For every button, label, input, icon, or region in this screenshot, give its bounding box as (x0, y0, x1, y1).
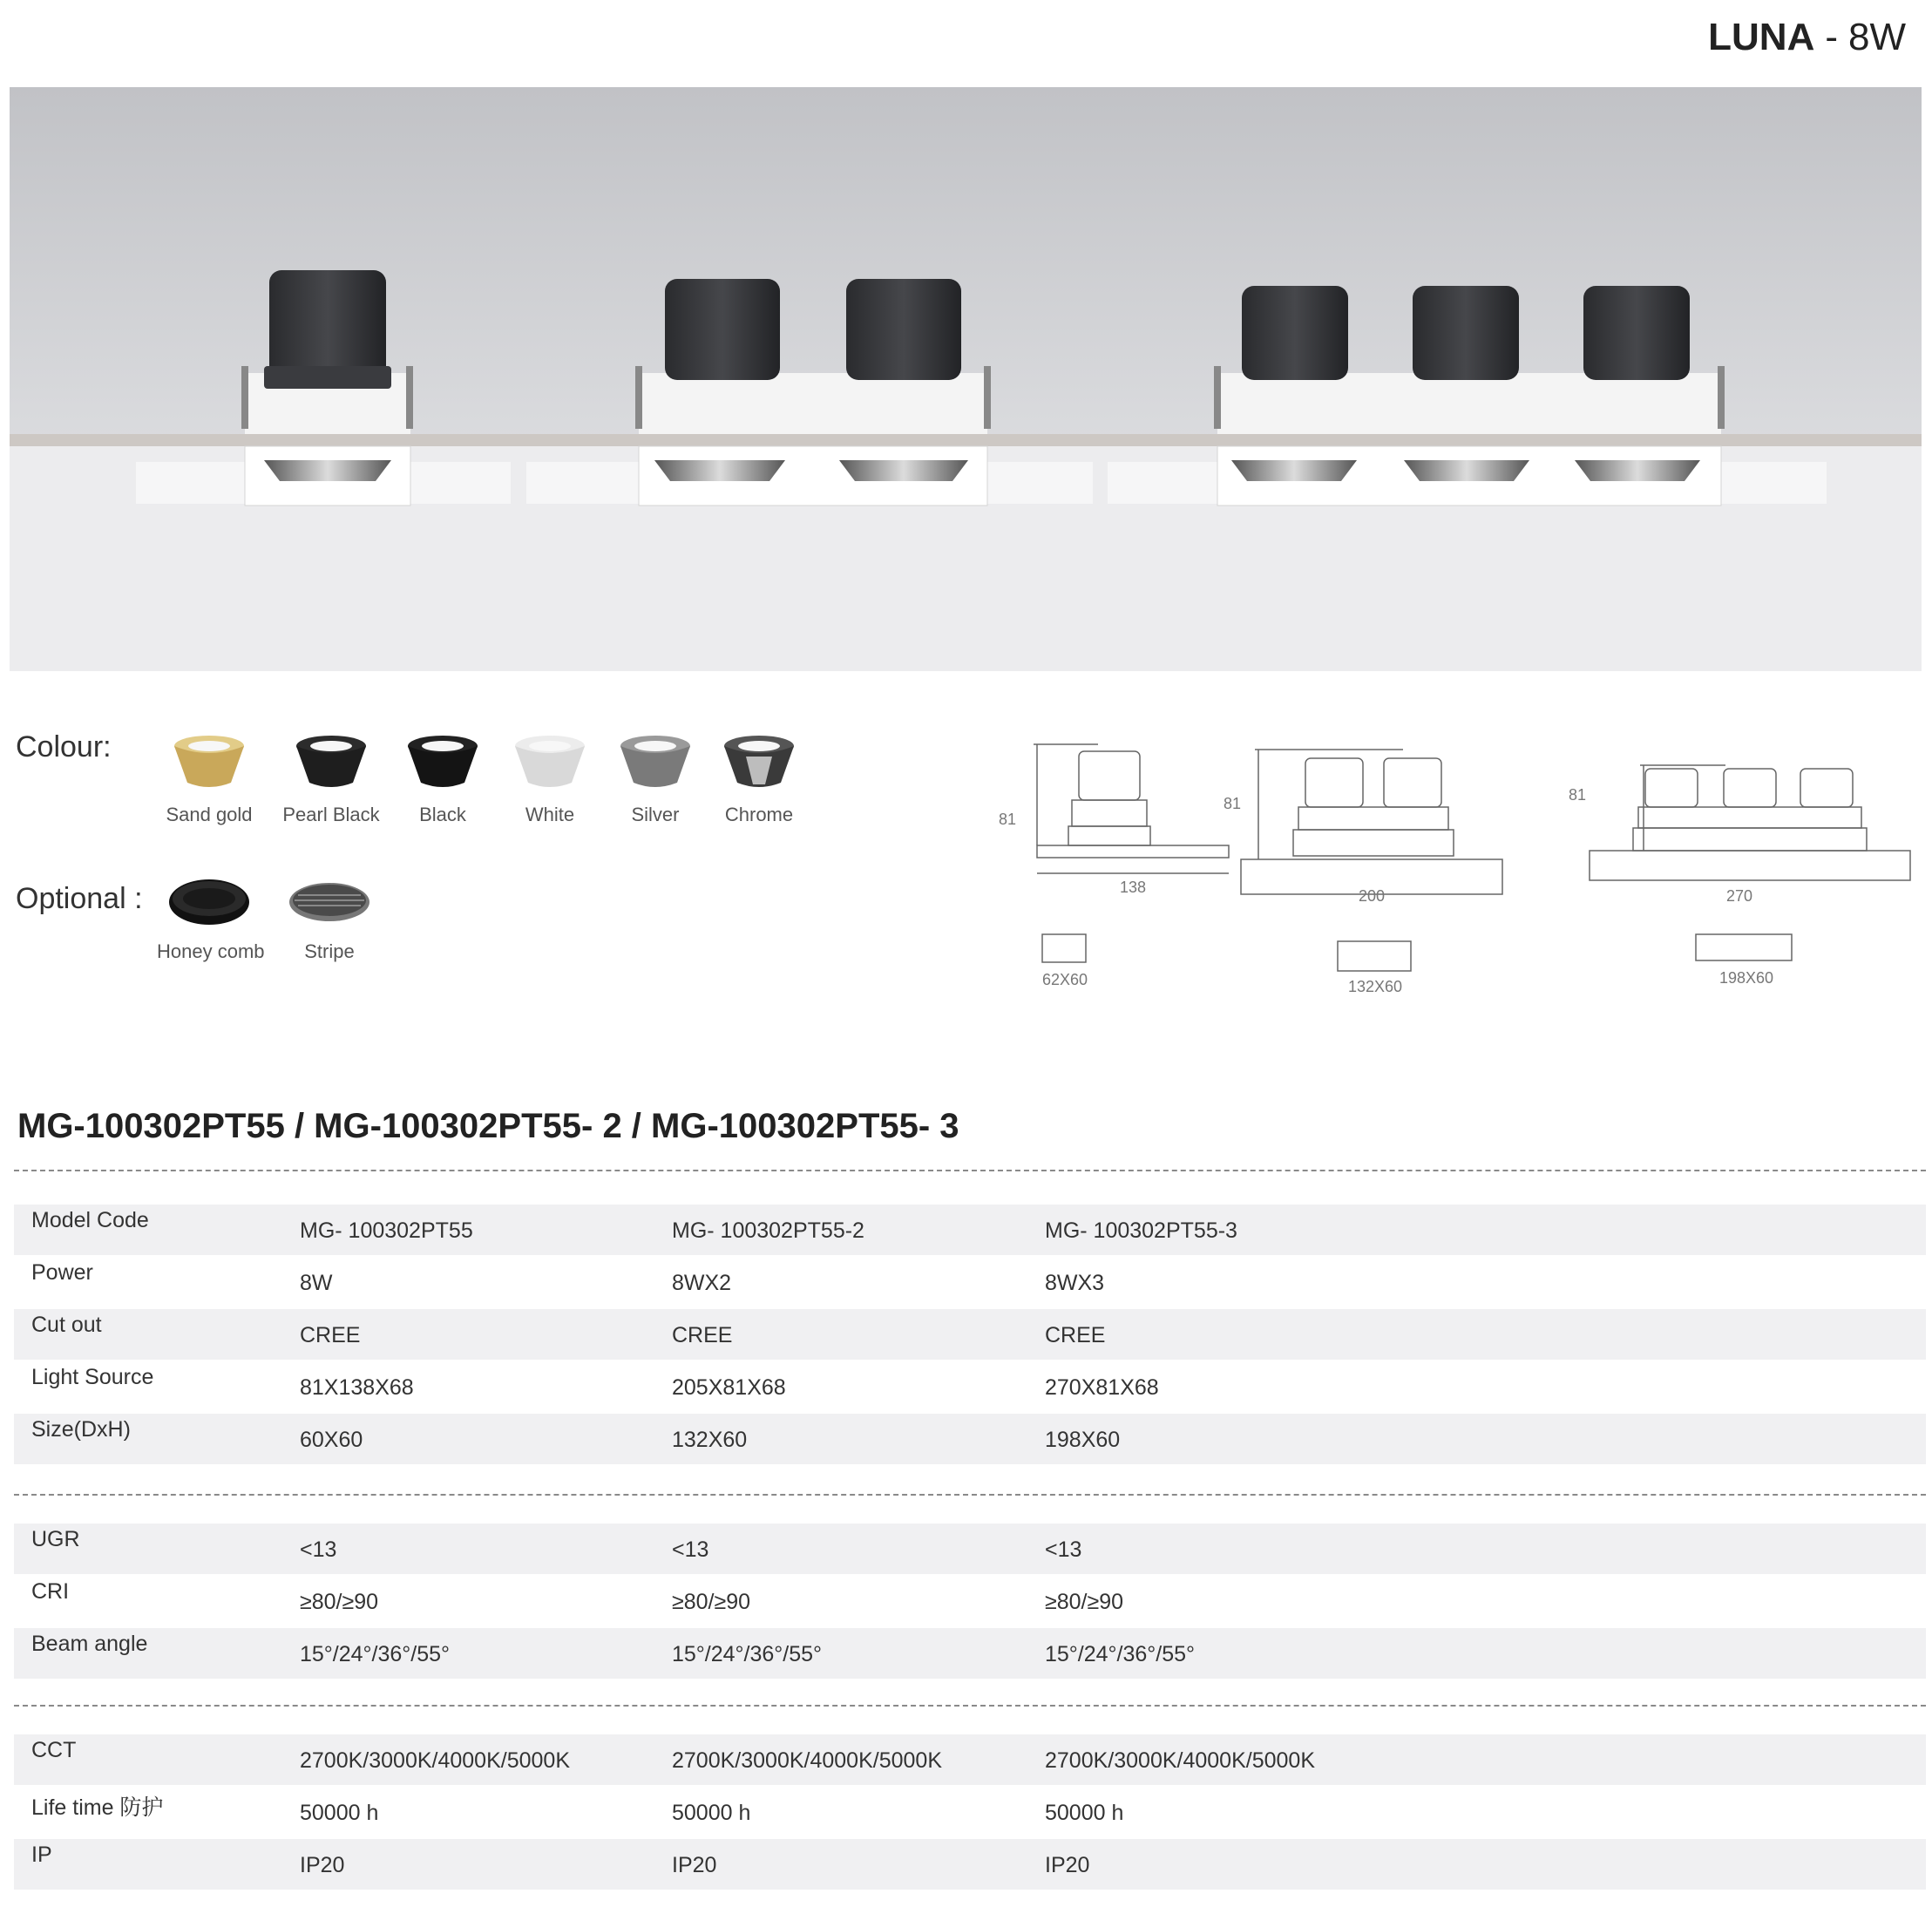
spec-value: ≥80/≥90 (1045, 1590, 1124, 1614)
spec-row (14, 1576, 1926, 1626)
spec-row (14, 1205, 1926, 1255)
spec-value: 270X81X68 (1045, 1375, 1159, 1400)
fixture-triple (1214, 286, 1725, 506)
honeycomb-icon (166, 876, 253, 928)
spec-value: 205X81X68 (672, 1375, 786, 1400)
spec-row (14, 1734, 1926, 1785)
spec-value: IP20 (672, 1853, 717, 1877)
colour-swatch-sand-gold[interactable] (157, 730, 261, 826)
colour-name: Black (419, 804, 466, 825)
divider (14, 1170, 1926, 1171)
spec-label: Cut out (31, 1313, 102, 1337)
optional-stripe[interactable] (277, 876, 382, 963)
spec-value: 8WX2 (672, 1271, 732, 1295)
spec-row (14, 1628, 1926, 1679)
colour-name: Silver (631, 804, 680, 825)
spec-value: 15°/24°/36°/55° (1045, 1642, 1196, 1666)
dim-height-3: 81 (1568, 786, 1586, 804)
product-render (10, 87, 1922, 671)
dim-cutout-1: 62X60 (1041, 971, 1088, 988)
spec-value: 50000 h (300, 1801, 379, 1825)
colour-swatch-black[interactable] (390, 730, 495, 826)
spec-value: 2700K/3000K/4000K/5000K (300, 1748, 570, 1773)
spec-label: Model Code (31, 1208, 149, 1232)
spec-value: <13 (672, 1537, 709, 1562)
reflector-icon (511, 730, 589, 791)
optional-honeycomb[interactable] (157, 876, 265, 963)
spec-label: Life time 防护 (31, 1795, 164, 1820)
reflector-icon (403, 730, 482, 791)
spec-row (14, 1361, 1926, 1412)
hero-product-image (10, 87, 1922, 671)
spec-value: ≥80/≥90 (300, 1590, 379, 1614)
dim-width-2: 200 (1358, 887, 1386, 905)
dim-height-2: 81 (1223, 795, 1241, 812)
colour-swatch-white[interactable] (498, 730, 602, 826)
spec-title: MG-100302PT55 / MG-100302PT55- 2 / MG-100302PT55- 3 (17, 1107, 959, 1145)
spec-row (14, 1414, 1926, 1464)
reflector-icon (292, 730, 370, 791)
technical-drawings (941, 732, 1917, 1011)
spec-value: MG- 100302PT55-2 (672, 1218, 864, 1243)
fixture-double (635, 279, 991, 506)
spec-value: MG- 100302PT55-3 (1045, 1218, 1237, 1243)
colour-name: White (525, 804, 575, 825)
dim-width-3: 270 (1725, 887, 1753, 905)
spec-value: IP20 (300, 1853, 345, 1877)
product-name: LUNA (1708, 16, 1815, 58)
spec-label: CCT (31, 1738, 77, 1762)
spec-label: CRI (31, 1579, 70, 1604)
spec-value: 81X138X68 (300, 1375, 414, 1400)
page-title (1708, 16, 1906, 59)
spec-value: IP20 (1045, 1853, 1090, 1877)
colour-name: Sand gold (166, 804, 253, 825)
optional-name: Honey comb (157, 940, 265, 962)
spec-value: 50000 h (1045, 1801, 1124, 1825)
spec-label: Size(DxH) (31, 1417, 131, 1442)
spec-value: 50000 h (672, 1801, 751, 1825)
dim-cutout-3: 198X60 (1718, 969, 1774, 987)
reflector-icon (720, 730, 798, 791)
spec-value: 8WX3 (1045, 1271, 1105, 1295)
colour-swatch-pearl-black[interactable] (279, 730, 383, 826)
spec-value: CREE (672, 1323, 733, 1347)
spec-value: <13 (1045, 1537, 1082, 1562)
optional-label: Optional : (16, 882, 143, 915)
dim-width-1: 138 (1119, 879, 1147, 896)
dim-cutout-2: 132X60 (1347, 978, 1403, 995)
stripe-lens-icon (286, 876, 373, 928)
spec-row (14, 1524, 1926, 1574)
spec-row (14, 1309, 1926, 1360)
spec-value: 2700K/3000K/4000K/5000K (1045, 1748, 1315, 1773)
spec-value: 60X60 (300, 1428, 363, 1452)
spec-label: IP (31, 1843, 52, 1867)
spec-value: 15°/24°/36°/55° (300, 1642, 451, 1666)
spec-value: 132X60 (672, 1428, 748, 1452)
spec-value: CREE (1045, 1323, 1106, 1347)
spec-value: <13 (300, 1537, 337, 1562)
spec-value: 8W (300, 1271, 333, 1295)
colour-name: Pearl Black (282, 804, 380, 825)
dim-height-1: 81 (998, 811, 1016, 828)
spec-label: Beam angle (31, 1632, 148, 1656)
spec-label: Light Source (31, 1365, 154, 1389)
product-wattage: 8W (1848, 16, 1906, 58)
dimension-drawings (941, 732, 1917, 1011)
spec-value: 15°/24°/36°/55° (672, 1642, 823, 1666)
spec-label: Power (31, 1260, 93, 1285)
divider (14, 1705, 1926, 1707)
title-separator: - (1825, 16, 1838, 58)
spec-value: 2700K/3000K/4000K/5000K (672, 1748, 942, 1773)
spec-value: CREE (300, 1323, 361, 1347)
reflector-icon (170, 730, 248, 791)
spec-row (14, 1257, 1926, 1307)
divider (14, 1494, 1926, 1496)
colour-label: Colour: (16, 730, 112, 763)
spec-row (14, 1787, 1926, 1837)
spec-value: ≥80/≥90 (672, 1590, 751, 1614)
spec-value: 198X60 (1045, 1428, 1121, 1452)
spec-row (14, 1839, 1926, 1890)
ceiling-edge (10, 434, 1922, 446)
fixture-single (241, 270, 413, 506)
spec-value: MG- 100302PT55 (300, 1218, 473, 1243)
reflector-icon (616, 730, 695, 791)
colour-swatch-chrome[interactable] (707, 730, 811, 826)
optional-name: Stripe (304, 940, 355, 962)
colour-swatch-silver[interactable] (603, 730, 708, 826)
spec-label: UGR (31, 1527, 80, 1551)
colour-name: Chrome (724, 804, 794, 825)
